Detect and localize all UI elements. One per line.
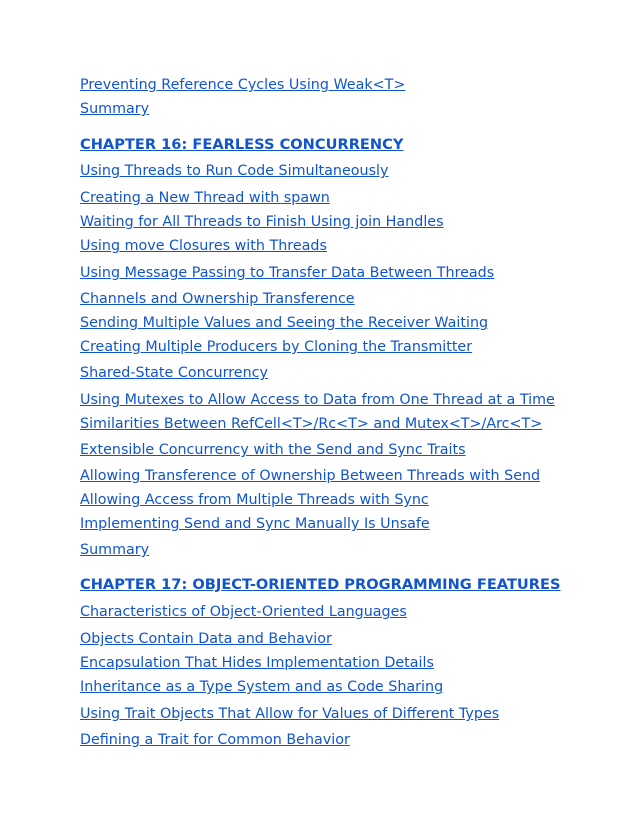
toc-link[interactable]: Allowing Access from Multiple Threads with Sync [80,492,429,508]
toc-link[interactable]: Objects Contain Data and Behavior [80,631,332,647]
toc-link[interactable]: Characteristics of Object-Oriented Languages [80,604,407,620]
toc-link[interactable]: Allowing Transference of Ownership Between Threads with Send [80,468,541,484]
toc-link[interactable]: Waiting for All Threads to Finish Using join Handles [80,214,444,230]
toc-link[interactable]: Extensible Concurrency with the Send and Sync Traits [80,442,466,458]
toc-link[interactable]: Creating a New Thread with spawn [80,190,330,206]
toc-link[interactable]: Using Trait Objects That Allow for Values of Different Types [80,706,500,722]
toc-link[interactable]: Summary [80,542,150,558]
toc-link[interactable]: Sending Multiple Values and Seeing the Receiver Waiting [80,315,489,331]
toc-link[interactable]: Using Threads to Run Code Simultaneously [80,163,389,179]
toc-link[interactable]: Preventing Reference Cycles Using Weak<T> [80,77,406,93]
chapter-heading-link[interactable]: CHAPTER 17: OBJECT-ORIENTED PROGRAMMING FEATURES [80,576,561,593]
toc-link[interactable]: Using Message Passing to Transfer Data Between Threads [80,265,495,281]
toc-link[interactable]: Summary [80,101,150,117]
toc-link[interactable]: Using Mutexes to Allow Access to Data from One Thread at a Time [80,392,555,408]
toc-link[interactable]: Encapsulation That Hides Implementation Details [80,655,434,671]
toc-link[interactable]: Shared-State Concurrency [80,365,268,381]
toc-link[interactable]: Creating Multiple Producers by Cloning the Transmitter [80,339,473,355]
chapter-heading-link[interactable]: CHAPTER 16: FEARLESS CONCURRENCY [80,136,404,153]
toc-link[interactable]: Defining a Trait for Common Behavior [80,732,350,748]
toc-link[interactable]: Using move Closures with Threads [80,238,327,254]
toc-link[interactable]: Inheritance as a Type System and as Code Sharing [80,679,444,695]
toc-link[interactable]: Similarities Between RefCell<T>/Rc<T> and Mutex<T>/Arc<T> [80,416,543,432]
toc-link[interactable]: Channels and Ownership Transference [80,291,355,307]
toc-link[interactable]: Implementing Send and Sync Manually Is Unsafe [80,516,430,532]
